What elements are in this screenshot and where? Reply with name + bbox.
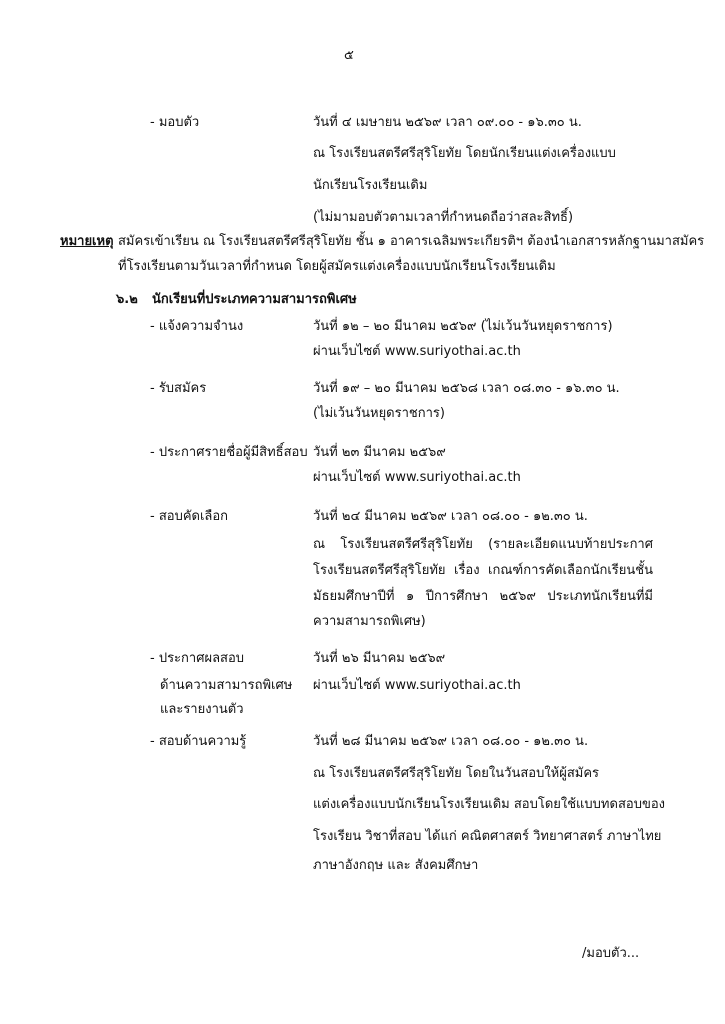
schedule-line: โรงเรียน วิชาที่สอบ ได้แก่ คณิตศาสตร์ วิทยาศาสตร์ ภาษาไทย	[313, 829, 662, 844]
schedule-line: ผ่านเว็บไซต์ www.suriyothai.ac.th	[313, 470, 521, 485]
note-label: หมายเหตุ	[60, 234, 114, 249]
schedule-line: ผ่านเว็บไซต์ www.suriyothai.ac.th	[313, 344, 521, 359]
enrollment-label: - มอบตัว	[150, 115, 200, 130]
schedule-line: โรงเรียนสตรีศรีสุริโยทัย เรื่อง เกณฑ์การคัดเลือกนักเรียนชั้น	[313, 563, 653, 578]
schedule-line: มัธยมศึกษาปีที่ ๑ ปีการศึกษา ๒๕๖๙ ประเภทนักเรียนที่มี	[313, 589, 653, 604]
schedule-label: - รับสมัคร	[150, 381, 207, 396]
schedule-label: - ประกาศผลสอบ	[150, 651, 245, 666]
schedule-line: วันที่ ๒๔ มีนาคม ๒๕๖๙ เวลา ๐๘.๐๐ - ๑๒.๓๐ น.	[313, 509, 588, 524]
schedule-line: ณ โรงเรียนสตรีศรีสุริโยทัย (รายละเอียดแนบท้ายประกาศ	[313, 537, 653, 552]
enrollment-line: ณ โรงเรียนสตรีศรีสุริโยทัย โดยนักเรียนแต่งเครื่องแบบ	[313, 146, 616, 161]
schedule-line: ผ่านเว็บไซต์ www.suriyothai.ac.th	[313, 678, 521, 693]
schedule-label: - ประกาศรายชื่อผู้มีสิทธิ์สอบ	[150, 445, 308, 460]
schedule-label: ด้านความสามารถพิเศษ	[160, 678, 293, 693]
schedule-label: และรายงานตัว	[160, 702, 244, 717]
enrollment-line: (ไม่มามอบตัวตามเวลาที่กำหนดถือว่าสละสิทธิ์)	[313, 210, 574, 225]
section-title: นักเรียนที่ประเภทความสามารถพิเศษ	[152, 292, 357, 307]
schedule-label: - สอบด้านความรู้	[150, 734, 247, 749]
enrollment-line: นักเรียนโรงเรียนเดิม	[313, 178, 428, 193]
enrollment-line: วันที่ ๔ เมษายน ๒๕๖๙ เวลา ๐๙.๐๐ - ๑๖.๓๐ น.	[313, 115, 582, 130]
section-number: ๖.๒	[116, 292, 138, 307]
continuation-marker: /มอบตัว...	[582, 946, 640, 961]
schedule-line: วันที่ ๑๒ – ๒๐ มีนาคม ๒๕๖๙ (ไม่เว้นวันหยุดราชการ)	[313, 319, 613, 334]
schedule-line: วันที่ ๒๓ มีนาคม ๒๕๖๙	[313, 445, 446, 460]
schedule-label: - แจ้งความจำนง	[150, 319, 244, 334]
note-text-line: สมัครเข้าเรียน ณ โรงเรียนสตรีศรีสุริโยทัย ชั้น ๑ อาคารเฉลิมพระเกียรติฯ ต้องนำเอกสารหลักฐานมาสมัคร	[118, 234, 705, 249]
page-number: ๕	[344, 48, 354, 63]
note-text-line: ที่โรงเรียนตามวันเวลาที่กำหนด โดยผู้สมัครแต่งเครื่องแบบนักเรียนโรงเรียนเดิม	[118, 259, 556, 274]
schedule-line: แต่งเครื่องแบบนักเรียนโรงเรียนเดิม สอบโดยใช้แบบทดสอบของ	[313, 797, 665, 812]
schedule-line: ภาษาอังกฤษ และ สังคมศึกษา	[313, 858, 479, 873]
schedule-line: วันที่ ๒๘ มีนาคม ๒๕๖๙ เวลา ๐๘.๐๐ - ๑๒.๓๐ น.	[313, 734, 589, 749]
schedule-label: - สอบคัดเลือก	[150, 509, 229, 524]
schedule-line: ณ โรงเรียนสตรีศรีสุริโยทัย โดยในวันสอบให้ผู้สมัคร	[313, 766, 600, 781]
schedule-line: ความสามารถพิเศษ)	[313, 614, 426, 629]
schedule-line: (ไม่เว้นวันหยุดราชการ)	[313, 406, 445, 421]
schedule-line: วันที่ ๑๙ – ๒๐ มีนาคม ๒๕๖๘ เวลา ๐๘.๓๐ - ๑๖.๓๐ น.	[313, 381, 620, 396]
schedule-line: วันที่ ๒๖ มีนาคม ๒๕๖๙	[313, 651, 446, 666]
